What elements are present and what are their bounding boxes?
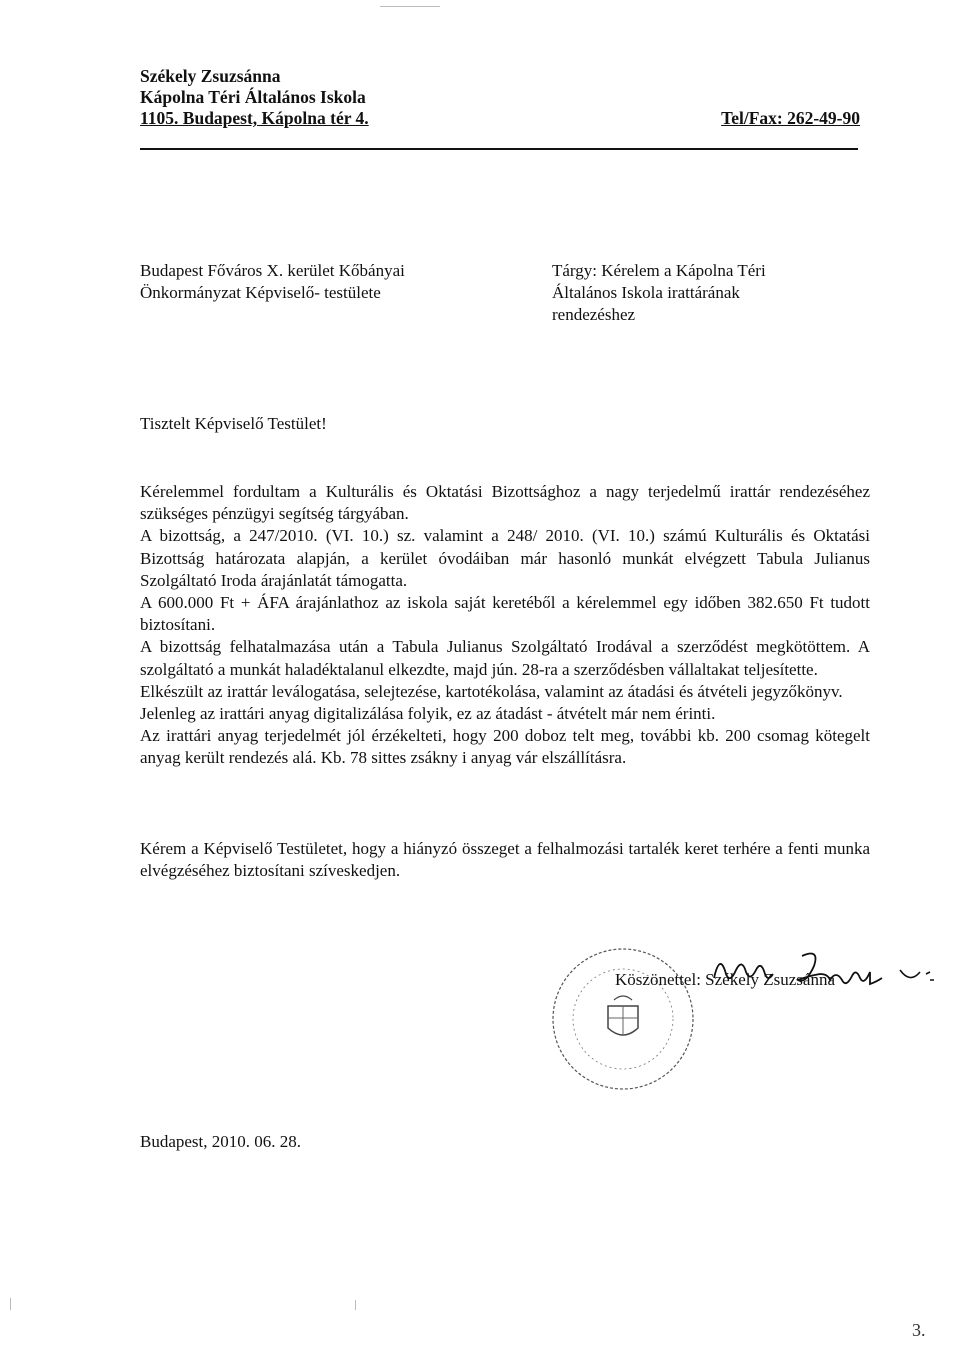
signoff: Köszönettel: Székely Zsuzsánna xyxy=(615,970,835,989)
body-paragraph-7: Az irattári anyag terjedelmét jól érzékelteti, hogy 200 doboz telt meg, további kb. 200 csomag kötegelt anyag került rendezés alá. Kb. 78 sittes zsákny i anyag vár elszállításra. xyxy=(140,726,870,768)
subject-block xyxy=(552,260,852,326)
letter-body xyxy=(140,481,870,770)
recipient-block xyxy=(140,260,405,304)
page-number-mark: 3. xyxy=(912,1320,926,1340)
subject-line-2: Általános Iskola irattárának xyxy=(552,283,740,302)
body-paragraph-2: A bizottság, a 247/2010. (VI. 10.) sz. valamint a 248/ 2010. (VI. 10.) számú Kulturális és Oktatási Bizottság határozata alapján, a kerület óvodáiban már hasonló munkát elvégzett Tabula Julianus Szolgáltató Iroda árajánlatát támogatta. xyxy=(140,526,870,590)
school-address: 1105. Budapest, Kápolna tér 4. xyxy=(140,108,369,128)
scan-artifact xyxy=(10,1298,11,1310)
recipient-line-1: Budapest Főváros X. kerület Kőbányai xyxy=(140,261,405,280)
school-name: Kápolna Téri Általános Iskola xyxy=(140,87,366,107)
address-row xyxy=(140,108,860,129)
recipient-line-2: Önkormányzat Képviselő- testülete xyxy=(140,283,381,302)
telfax: Tel/Fax: 262-49-90 xyxy=(721,108,860,128)
body-paragraph-3: A 600.000 Ft + ÁFA árajánlathoz az iskola saját keretéből a kérelemmel egy időben 382.650 Ft tudott biztosítani. xyxy=(140,593,870,635)
closing-request: Kérem a Képviselő Testületet, hogy a hiányzó összeget a felhalmozási tartalék keret terhére a fenti munka elvégzéséhez biztosítani szíveskedjen. xyxy=(140,839,870,881)
letterhead-rule xyxy=(140,148,858,150)
body-paragraph-4: A bizottság felhatalmazása után a Tabula Julianus Szolgáltató Irodával a szerződést megkötöttem. A szolgáltató a munkát haladéktalanul elkezdte, majd jún. 28-ra a szerződésben vállaltakat teljesítette. xyxy=(140,637,870,679)
scan-artifact xyxy=(380,6,440,7)
letter-date: Budapest, 2010. 06. 28. xyxy=(140,1132,302,1151)
scan-artifact xyxy=(355,1300,356,1310)
salutation: Tisztelt Képviselő Testület! xyxy=(140,414,327,433)
letterhead xyxy=(140,66,860,129)
body-paragraph-1: Kérelemmel fordultam a Kulturális és Oktatási Bizottsághoz a nagy terjedelmű irattár rendezéséhez szükséges pénzügyi segítség tárgyában. xyxy=(140,482,870,524)
school-stamp-seal xyxy=(548,944,698,1094)
body-paragraph-6: Jelenleg az irattári anyag digitalizálása folyik, ez az átadást - átvételt már nem érinti. xyxy=(140,704,716,724)
body-paragraph-5: Elkészült az irattár leválogatása, selejtezése, kartotékolása, valamint az átadási és átvételi jegyzőkönyv. xyxy=(140,681,843,701)
sender-name: Székely Zsuzsánna xyxy=(140,66,281,86)
subject-line-1: Tárgy: Kérelem a Kápolna Téri xyxy=(552,261,766,280)
subject-line-3: rendezéshez xyxy=(552,305,636,324)
